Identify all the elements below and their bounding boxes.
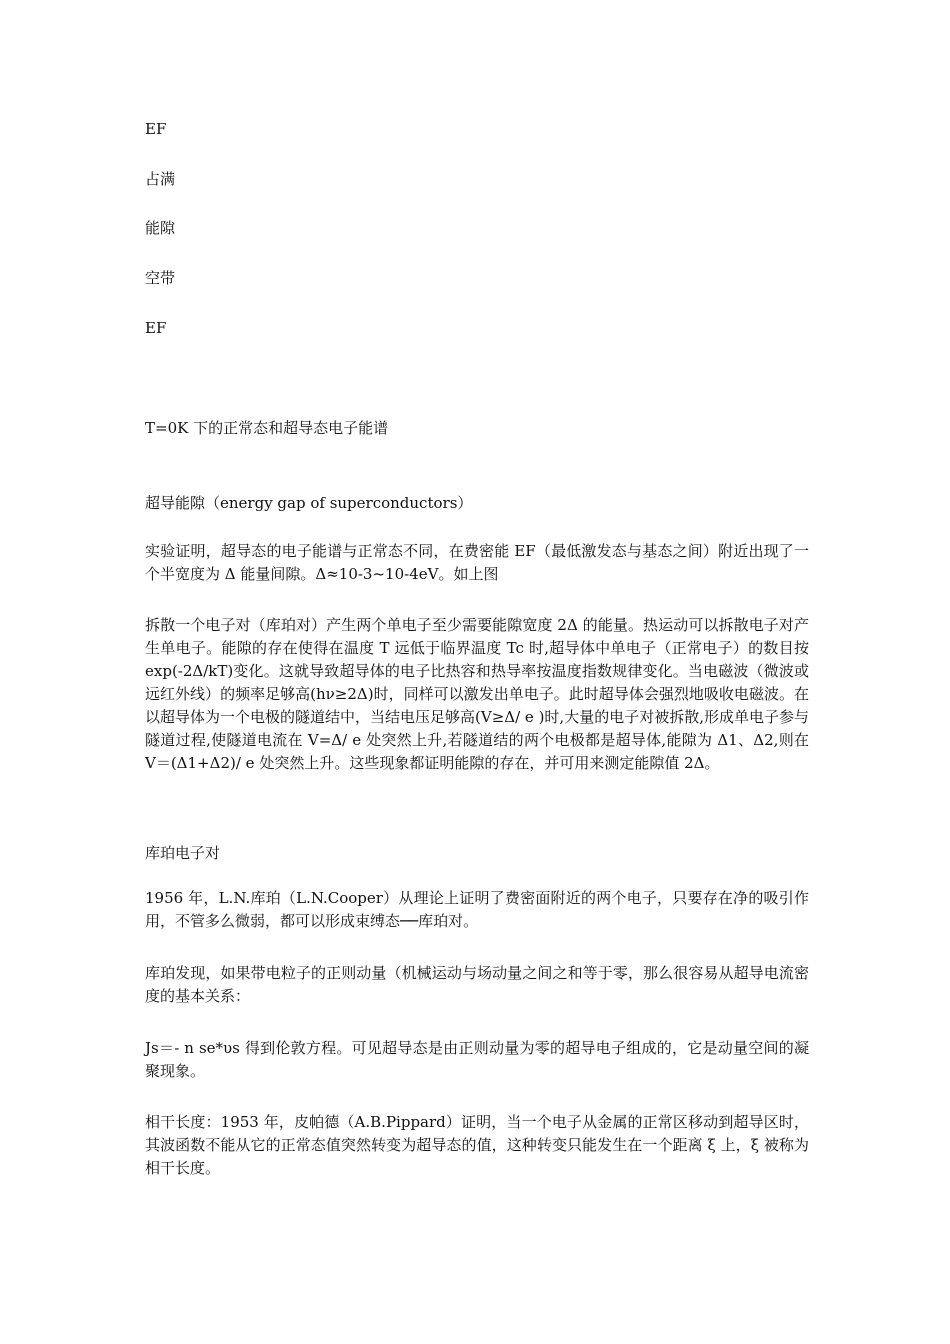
heading-energy-gap: 超导能隙（energy gap of superconductors） bbox=[145, 494, 473, 512]
label-empty-band: 空带 bbox=[145, 269, 176, 287]
label-ef-bottom: EF bbox=[145, 319, 167, 337]
figure-caption: T=0K 下的正常态和超导态电子能谱 bbox=[145, 419, 389, 437]
paragraph-cooper: 1956 年，L.N.库珀（L.N.Cooper）从理论上证明了费密面附近的两个电子，只要存在净的吸引作用，不管多么微弱，都可以形成束缚态──库珀对。 bbox=[145, 889, 809, 930]
paragraph-coherence-length: 相干长度：1953 年，皮帕德（A.B.Pippard）证明，当一个电子从金属的正常区移动到超导区时，其波函数不能从它的正常态值突然转变为超导态的值，这种转变只能发生在一个距离 ξ 上，ξ 被称为相干长度。 bbox=[145, 1113, 809, 1177]
document-page bbox=[145, 0, 809, 1344]
paragraph-experiment: 实验证明，超导态的电子能谱与正常态不同，在费密能 EF（最低激发态与基态之间）附近出现了一个半宽度为 Δ 能量间隙。Δ≈10-3~10-4eV。如上图 bbox=[145, 542, 809, 583]
label-filled-band: 占满 bbox=[145, 170, 176, 188]
paragraph-london-equation: Js＝- n se*υs 得到伦敦方程。可见超导态是由正则动量为零的超导电子组成的，它是动量空间的凝聚现象。 bbox=[145, 1039, 809, 1080]
label-energy-gap: 能隙 bbox=[145, 219, 176, 237]
heading-cooper-pair: 库珀电子对 bbox=[145, 844, 221, 862]
label-ef-top: EF bbox=[145, 120, 167, 138]
paragraph-canonical-momentum: 库珀发现，如果带电粒子的正则动量（机械运动与场动量之间之和等于零，那么很容易从超导电流密度的基本关系： bbox=[145, 964, 809, 1005]
paragraph-pair-breaking: 拆散一个电子对（库珀对）产生两个单电子至少需要能隙宽度 2Δ 的能量。热运动可以拆散电子对产生单电子。能隙的存在使得在温度 T 远低于临界温度 Tc 时,超导体中单电子（正常电子）的数目按 exp(-2Δ/kT)变化。这就导致超导体的电子比热容和热导率按温度指数规律变化。当电磁波（微波或远红外线）的频率足够高(hν≥2Δ)时，同样可以激发出单电子。此时超导体会强烈地吸收电磁波。在以超导体为一个电极的隧道结中，当结电压足够高(V≥Δ/ e )时,大量的电子对被拆散,形成单电子参与隧道过程,使隧道电流在 V=Δ/ e 处突然上升,若隧道结的两个电极都是超导体,能隙为 Δ1、Δ2,则在 V＝(Δ1+Δ2)/ e 处突然上升。这些现象都证明能隙的存在，并可用来测定能隙值 2Δ。 bbox=[145, 616, 809, 772]
